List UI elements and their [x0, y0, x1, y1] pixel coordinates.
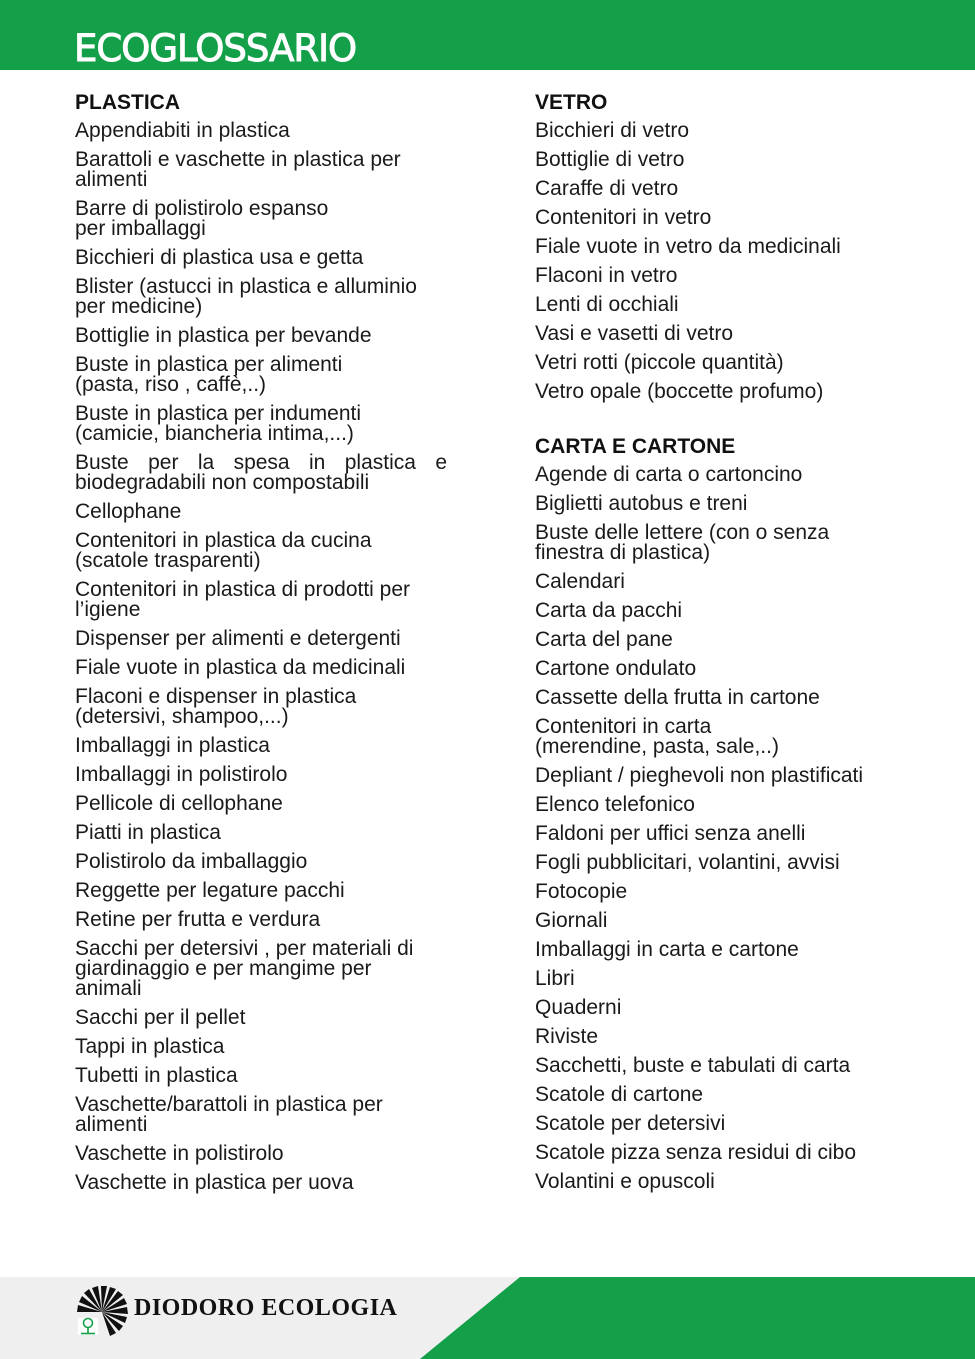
- section-spacer: [535, 406, 935, 434]
- plastica-column: [75, 90, 447, 1197]
- page-title: ECOGLOSSARIO: [74, 27, 357, 70]
- list-item: Vaschette in polistirolo: [75, 1142, 284, 1165]
- list-item: Imballaggi in carta e cartone: [535, 938, 799, 961]
- carta-list: [535, 460, 935, 1196]
- list-item: Agende di carta o cartoncino: [535, 463, 803, 486]
- list-item: Buste per la spesa in plastica e biodegradabili non compostabili: [75, 451, 447, 494]
- list-item: Carta del pane: [535, 628, 673, 651]
- list-item: Libri: [535, 967, 575, 990]
- list-item: Vaschette in plastica per uova: [75, 1171, 354, 1194]
- list-item: Flaconi in vetro: [535, 264, 678, 287]
- list-item: Faldoni per uffici senza anelli: [535, 822, 806, 845]
- list-item: Buste delle lettere (con o senza finestra di plastica): [535, 521, 830, 564]
- list-item: Dispenser per alimenti e detergenti: [75, 627, 401, 650]
- list-item: Barattoli e vaschette in plastica per alimenti: [75, 148, 401, 191]
- list-item: Fiale vuote in vetro da medicinali: [535, 235, 841, 258]
- section-title-vetro: VETRO: [535, 91, 608, 114]
- list-item: Vetri rotti (piccole quantità): [535, 351, 784, 374]
- list-item: Quaderni: [535, 996, 622, 1019]
- list-item: Cellophane: [75, 500, 182, 523]
- list-item: Sacchetti, buste e tabulati di carta: [535, 1054, 851, 1077]
- list-item: Contenitori in plastica da cucina (scatole trasparenti): [75, 529, 372, 572]
- list-item: Piatti in plastica: [75, 821, 221, 844]
- list-item: Buste in plastica per indumenti (camicie, biancheria intima,...): [75, 402, 361, 445]
- list-item: Appendiabiti in plastica: [75, 119, 290, 142]
- list-item: Polistirolo da imballaggio: [75, 850, 308, 873]
- vetro-carta-column: [535, 90, 935, 1196]
- list-item: Tappi in plastica: [75, 1035, 225, 1058]
- list-item: Giornali: [535, 909, 608, 932]
- list-item: Cartone ondulato: [535, 657, 697, 680]
- list-item: Caraffe di vetro: [535, 177, 679, 200]
- list-item: Bottiglie di vetro: [535, 148, 685, 171]
- list-item: Contenitori in carta (merendine, pasta, sale,..): [535, 715, 779, 758]
- list-item: Reggette per legature pacchi: [75, 879, 345, 902]
- list-item: Scatole pizza senza residui di cibo: [535, 1141, 857, 1164]
- list-item: Calendari: [535, 570, 625, 593]
- list-item: Imballaggi in polistirolo: [75, 763, 288, 786]
- list-item: Riviste: [535, 1025, 599, 1048]
- section-title-carta: CARTA E CARTONE: [535, 435, 736, 458]
- list-item: Volantini e opuscoli: [535, 1170, 715, 1193]
- list-item: Blister (astucci in plastica e alluminio per medicine): [75, 275, 417, 318]
- list-item: Vaschette/barattoli in plastica per alimenti: [75, 1093, 383, 1136]
- list-item: Scatole per detersivi: [535, 1112, 726, 1135]
- list-item: Retine per frutta e verdura: [75, 908, 321, 931]
- list-item: Bicchieri di plastica usa e getta: [75, 246, 364, 269]
- sunburst-tree-icon: [76, 1286, 128, 1336]
- list-item: Buste in plastica per alimenti (pasta, riso , caffè,..): [75, 353, 343, 396]
- list-item: Contenitori in vetro: [535, 206, 712, 229]
- list-item: Vasi e vasetti di vetro: [535, 322, 734, 345]
- list-item: Fogli pubblicitari, volantini, avvisi: [535, 851, 840, 874]
- list-item: Bicchieri di vetro: [535, 119, 690, 142]
- list-item: Lenti di occhiali: [535, 293, 679, 316]
- list-item: Bottiglie in plastica per bevande: [75, 324, 372, 347]
- list-item: Fiale vuote in plastica da medicinali: [75, 656, 406, 679]
- list-item: Fotocopie: [535, 880, 628, 903]
- vetro-list: [535, 116, 935, 406]
- list-item: Sacchi per detersivi , per materiali di giardinaggio e per mangime per animali: [75, 937, 414, 1000]
- plastica-list: [75, 116, 447, 1197]
- list-item: Tubetti in plastica: [75, 1064, 238, 1087]
- list-item: Cassette della frutta in cartone: [535, 686, 820, 709]
- list-item: Sacchi per il pellet: [75, 1006, 246, 1029]
- list-item: Barre di polistirolo espanso per imballaggi: [75, 197, 329, 240]
- list-item: Scatole di cartone: [535, 1083, 704, 1106]
- list-item: Imballaggi in plastica: [75, 734, 270, 757]
- list-item: Elenco telefonico: [535, 793, 695, 816]
- list-item: Vetro opale (boccette profumo): [535, 380, 824, 403]
- list-item: Depliant / pieghevoli non plastificati: [535, 764, 864, 787]
- section-title-plastica: PLASTICA: [75, 91, 180, 114]
- list-item: Flaconi e dispenser in plastica (detersivi, shampoo,...): [75, 685, 357, 728]
- list-item: Carta da pacchi: [535, 599, 683, 622]
- brand-name: DIODORO ECOLOGIA: [134, 1295, 398, 1321]
- list-item: Contenitori in plastica di prodotti per l’igiene: [75, 578, 411, 621]
- list-item: Pellicole di cellophane: [75, 792, 283, 815]
- list-item: Biglietti autobus e treni: [535, 492, 748, 515]
